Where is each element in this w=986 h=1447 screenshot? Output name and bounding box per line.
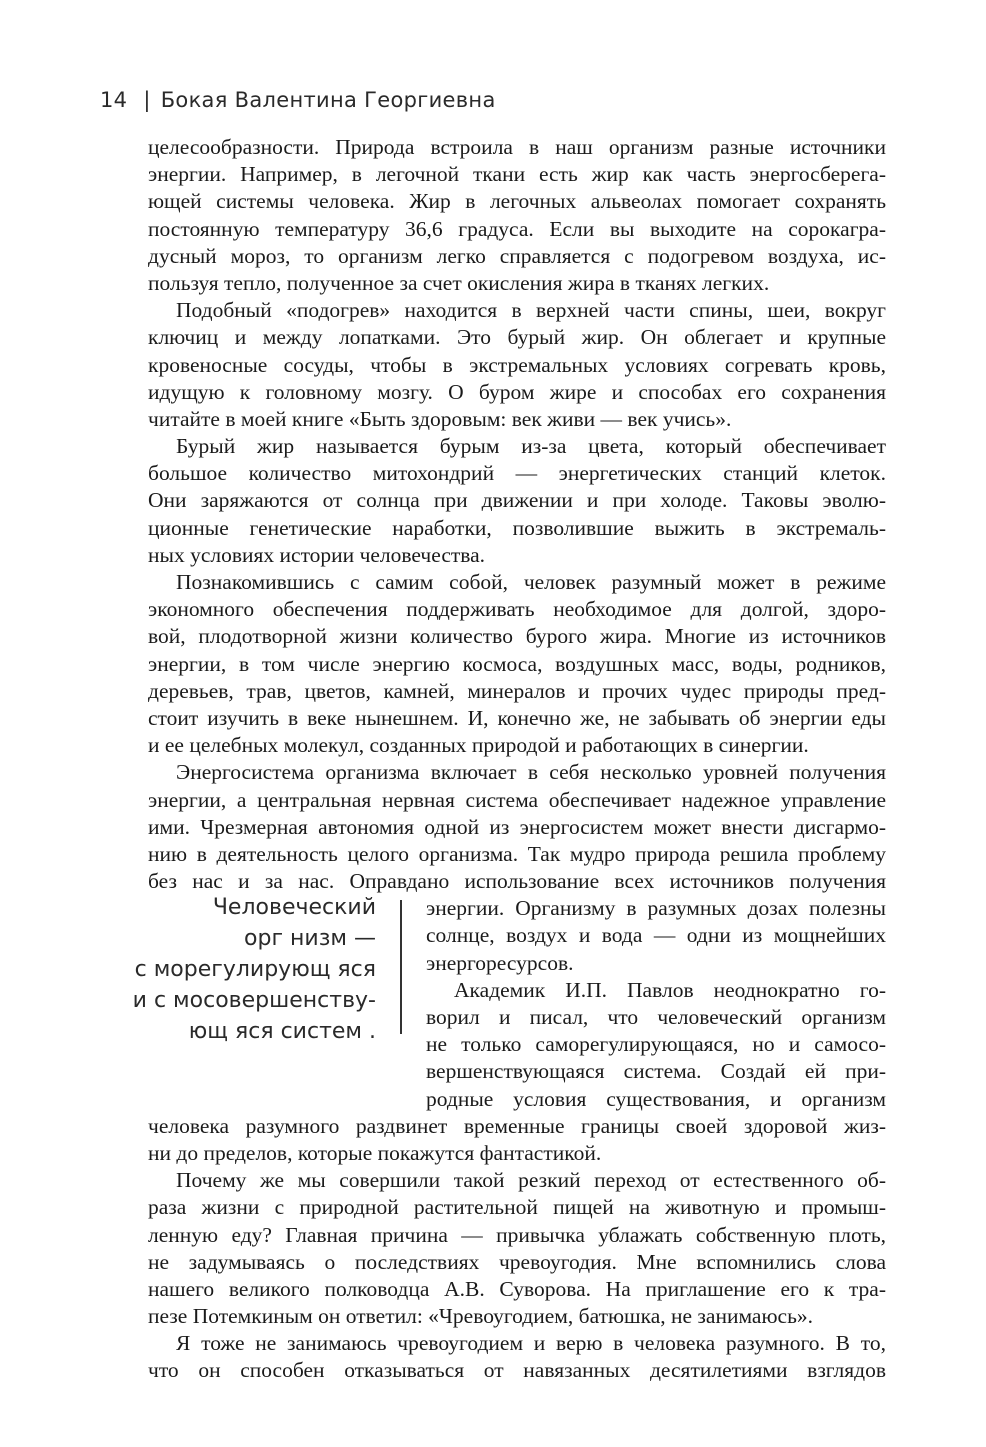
text-line: Энергосистема организма включает в себя несколько уровней получения bbox=[176, 760, 886, 785]
text-line: Почему же мы совершили такой резкий переход от естественного об- bbox=[176, 1168, 886, 1193]
pull-quote-line: ющ яся систем . bbox=[188, 1019, 376, 1044]
text-line: энергии. Организму в разумных дозах полезны bbox=[426, 896, 886, 921]
text-line: ворил и писал, что человеческий организм bbox=[426, 1005, 886, 1029]
text-line: без нас и за нас. Оправдано использование всех источников получения bbox=[148, 869, 886, 894]
page-number: 14 bbox=[100, 88, 128, 112]
text-line: родные условия существования, и организм bbox=[426, 1086, 886, 1111]
body-text bbox=[148, 134, 886, 1385]
pull-quote-line: Человеческий bbox=[212, 895, 376, 920]
running-header bbox=[100, 88, 496, 112]
text-line: ими. Чрезмерная автономия одной из энергосистем может внести дисгармо- bbox=[148, 814, 886, 839]
pull-quote-divider bbox=[400, 900, 402, 1034]
text-line: человека разумного раздвинет временные границы своей здоровой жиз- bbox=[148, 1113, 886, 1138]
text-line: энергии. Например, в легочной ткани есть жир как часть энергосберега- bbox=[148, 162, 886, 187]
text-line: не задумываясь о последствиях чревоугодия. Мне вспомнились слова bbox=[148, 1249, 886, 1274]
text-line: ционные генетические наработки, позволившие выжить в экстремаль- bbox=[148, 515, 886, 540]
text-line: Подобный «подогрев» находится в верхней части спины, шеи, вокруг bbox=[176, 298, 886, 323]
text-line: постоянную температуру 36,6 градуса. Если вы выходите на сорокагра- bbox=[148, 216, 886, 241]
text-line: целесообразности. Природа встроила в наш организм разные источники bbox=[148, 135, 886, 159]
text-line: энергии, а центральная нервная система обеспечивает надежное управление bbox=[148, 787, 886, 812]
text-line: нашего великого полководца А.В. Суворова. На приглашение его к тра- bbox=[148, 1276, 886, 1301]
text-line: раза жизни с природной растительной пищей на животную и промыш- bbox=[148, 1195, 886, 1220]
text-line: деревьев, трав, цветов, камней, минералов и прочих чудес природы пред- bbox=[148, 678, 886, 703]
text-line: нию в деятельность целого организма. Так мудро природа решила проблему bbox=[148, 841, 886, 866]
text-line: Познакомившись с самим собой, человек разумный может в режиме bbox=[176, 570, 886, 594]
text-line: Академик И.П. Павлов неоднократно го- bbox=[454, 977, 886, 1002]
text-line: ленную еду? Главная причина — привычка ублажать собственную плоть, bbox=[148, 1222, 886, 1247]
text-line: Бурый жир называется бурым из-за цвета, который обеспечивает bbox=[176, 434, 886, 459]
author-name: Бокая Валентина Георгиевна bbox=[160, 88, 496, 112]
text-line: дусный мороз, то организм легко справляется с подогревом воздуха, ис- bbox=[148, 243, 886, 268]
text-line: кровеносные сосуды, чтобы в экстремальных условиях согревать кровь, bbox=[148, 352, 886, 377]
text-line: ных условиях истории человечества. bbox=[148, 542, 486, 567]
text-line: ключиц и между лопатками. Это бурый жир. Он облегает и крупные bbox=[148, 325, 886, 350]
text-line: энергоресурсов. bbox=[426, 950, 574, 975]
text-line: не только саморегулирующаяся, но и самосо- bbox=[426, 1032, 886, 1057]
text-line: энергии, в том числе энергию космоса, воздушных масс, воды, родников, bbox=[148, 651, 886, 676]
text-line: вой, плодотворной жизни количество бурого жира. Многие из источников bbox=[148, 624, 886, 649]
text-line: большое количество митохондрий — энергетических станций клеток. bbox=[148, 461, 886, 486]
text-line: вершенствующаяся система. Создай ей при- bbox=[426, 1059, 886, 1084]
text-line: идущую к головному мозгу. О буром жире и способах его сохранения bbox=[148, 379, 886, 404]
text-line: пезе Потемкиным он ответил: «Чревоугодием, батюшка, не занимаюсь». bbox=[148, 1304, 813, 1329]
text-line: пользуя тепло, полученное за счет окисления жира в тканях легких. bbox=[148, 270, 770, 295]
pull-quote bbox=[100, 892, 376, 1047]
text-line: и ее целебных молекул, созданных природой и работающих в синергии. bbox=[148, 733, 809, 758]
pull-quote-line: с морегулирующ яся bbox=[134, 957, 376, 982]
pull-quote-line: орг низм — bbox=[244, 926, 376, 951]
text-line: экономного обеспечения поддерживать необходимое для долгой, здоро- bbox=[148, 597, 886, 622]
text-line: стоит изучить в веке нынешнем. И, конечно же, не забывать об энергии еды bbox=[148, 705, 886, 730]
text-line: солнце, воздух и вода — одни из мощнейших bbox=[426, 923, 886, 948]
text-line: ни до пределов, которые покажутся фантастикой. bbox=[148, 1140, 602, 1165]
pull-quote-line: и с мосовершенству- bbox=[132, 988, 376, 1013]
text-line: Они заряжаются от солнца при движении и при холоде. Таковы эволю- bbox=[148, 488, 886, 513]
text-line: ющей системы человека. Жир в легочных альвеолах помогает сохранять bbox=[148, 189, 886, 214]
header-separator: | bbox=[143, 88, 151, 112]
text-line: что он способен отказываться от навязанных десятилетиями взглядов bbox=[148, 1358, 886, 1383]
text-line: Я тоже не занимаюсь чревоугодием и верю в человека разумного. В то, bbox=[176, 1331, 886, 1356]
text-line: читайте в моей книге «Быть здоровым: век живи — век учись». bbox=[148, 406, 732, 431]
